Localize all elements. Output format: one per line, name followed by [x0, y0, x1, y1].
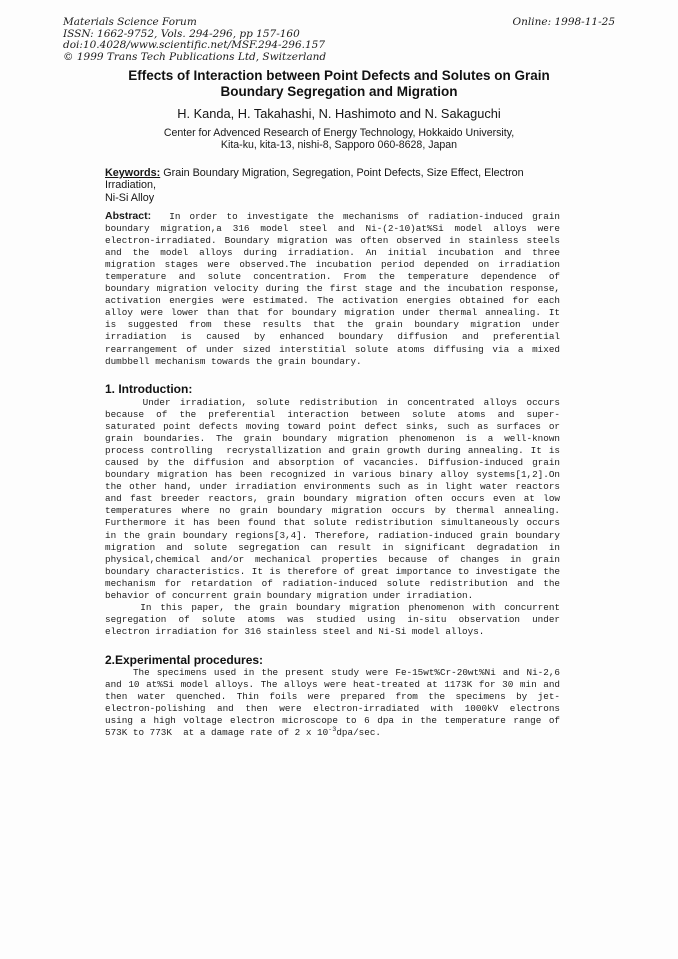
abstract-text	[105, 210, 560, 368]
affiliation	[0, 128, 678, 152]
keywords-label: Keywords:	[105, 167, 161, 179]
keywords	[105, 167, 560, 204]
text-line: using a high voltage electron microscope to 6 dpa in the temperature range of	[105, 715, 560, 727]
issn-line: ISSN: 1662-9752, Vols. 294-296, pp 157-160	[63, 27, 300, 40]
paper-title-line1: Effects of Interaction between Point Defects and Solutes on Grain	[128, 68, 550, 83]
affiliation-line1: Center for Advenced Research of Energy Technology, Hokkaido University,	[163, 127, 515, 139]
text-line: saturated point defects moving toward point defect sinks, such as surfaces or	[105, 421, 560, 433]
text-line: boundary migration has been recognized in various binary alloy systems[1,2].On	[105, 469, 560, 481]
text-line: rearrangement of under sized interstitial solute atoms diffusing via a mixed	[105, 343, 560, 355]
text-line: activation energies were estimated. The activation energies obtained for each	[105, 295, 560, 307]
text-line: Under irradiation, solute redistribution in concentrated alloys occurs	[105, 397, 560, 408]
text-line: caused by the diffusion and absorption of vacancies. Diffusion-induced grain	[105, 457, 560, 469]
text-line: dumbbell mechanism towards the grain boundary.	[105, 355, 362, 367]
text-line: is suggested from these results that the grain boundary migration under	[105, 319, 560, 331]
keywords-list: Grain Boundary Migration, Segregation, Point Defects, Size Effect, Electron Irradiation,	[105, 167, 524, 192]
text-line: electron irradiation for 316 stainless steel and Ni-Si model alloys.	[105, 625, 485, 637]
text-line: The specimens used in the present study were Fe-15wt%Cr-20wt%Ni and Ni-2,6	[105, 667, 560, 678]
text-line: in the grain boundary regions[3,4]. Therefore, radiation-induced grain boundary	[105, 529, 560, 541]
text-line: grain boundaries. The grain boundary migration phenomenon is a well-known	[105, 433, 560, 445]
section-heading-introduction: 1. Introduction:	[105, 382, 193, 396]
text-line: physical,chemical and/or mechanical properties because of changes in grain	[105, 553, 560, 565]
text-line: mechanism for retardation of radiation-induced solute redistribution and the	[105, 577, 560, 589]
online-date: Online: 1998-11-25	[512, 16, 615, 28]
text-line: segregation of solute atoms was studied using in-situ observation under	[105, 613, 560, 625]
doi-line: doi:10.4028/www.scientific.net/MSF.294-296.157	[63, 39, 326, 52]
text-line: process controlling recrystallization and grain growth during annealing. It is	[105, 445, 560, 457]
text-line: 573K to 773K at a damage rate of 2 x $10^{-3}dpa/\sec$.	[105, 726, 381, 739]
authors: H. Kanda, H. Takahashi, N. Hashimoto and N. Sakaguchi	[177, 106, 501, 121]
experimental-text	[105, 667, 560, 739]
text-line: the other hand, under irradiation environments such as in light water reactors	[105, 481, 560, 493]
introduction-text	[105, 397, 560, 638]
text-line: migration stages were observed.The incubation period depended on irradiation	[105, 259, 560, 271]
text-line: In this paper, the grain boundary migration phenomenon with concurrent	[105, 601, 560, 613]
copyright-line: © 1999 Trans Tech Publications Ltd, Switzerland	[63, 50, 327, 63]
section-heading-experimental: 2.Experimental procedures:	[105, 653, 264, 667]
text-line: because of the preferential interaction between solute atoms and super-	[105, 409, 560, 421]
text-line: then water quenched. Thin foils were prepared from the specimens by jet-	[105, 691, 560, 703]
text-line: and the model alloys during irradiation. An initial incubation and three	[105, 247, 560, 259]
text-line: Furthermore it has been found that solute redistribution simultaneously occurs	[105, 517, 560, 529]
paragraph-label: Abstract:	[105, 210, 152, 222]
affiliation-line2: Kita-ku, kita-13, nishi-8, Sapporo 060-8628, Japan	[220, 138, 458, 151]
keywords-list-line2: Ni-Si Alloy	[105, 191, 155, 204]
text-line: and 10 at%Si model alloys. The alloys were heat-treated at 1173K for 30 min and	[105, 679, 560, 691]
text-line: boundary characteristics. It is therefore of great importance to investigate the	[105, 565, 560, 577]
text-line: irradiation is caused by enhanced boundary diffusion and preferential	[105, 331, 560, 343]
text-line: alloy were lower than that for boundary migration under thermal annealing. It	[105, 307, 560, 319]
text-line: and fast breeder reactors, grain boundary migration often occurs even at low	[105, 493, 560, 505]
text-line: migration and solute segregation can result in significant degradation in	[105, 541, 560, 553]
text-line: electron-irradiated. Boundary migration was often observed in stainless steels	[105, 235, 560, 247]
superscript-exponent: -3	[328, 726, 337, 735]
journal-name: Materials Science Forum	[63, 16, 197, 28]
text-line: Abstract: In order to investigate the mechanisms of radiation-induced grain	[105, 210, 560, 222]
text-line: behavior of concurrent grain boundary migration under irradiation.	[105, 589, 474, 601]
text-line: temperatures where no grain boundary migration occurs by thermal annealing.	[105, 505, 560, 517]
text-line: boundary migration,a 316 model steel and Ni-(2-10)at%Si model alloys were	[105, 223, 560, 235]
paper-title-line2: Boundary Segregation and Migration	[220, 84, 458, 99]
text-line: temperature and solute concentration. From the temperature dependence of	[105, 271, 560, 283]
paper-title	[0, 68, 678, 100]
publication-header	[63, 17, 615, 63]
text-line: boundary migration velocity during the first stage and the incubation response,	[105, 283, 560, 295]
text-line: electron-polishing and then were electron-irradiated with 1000kV electrons	[105, 703, 560, 715]
